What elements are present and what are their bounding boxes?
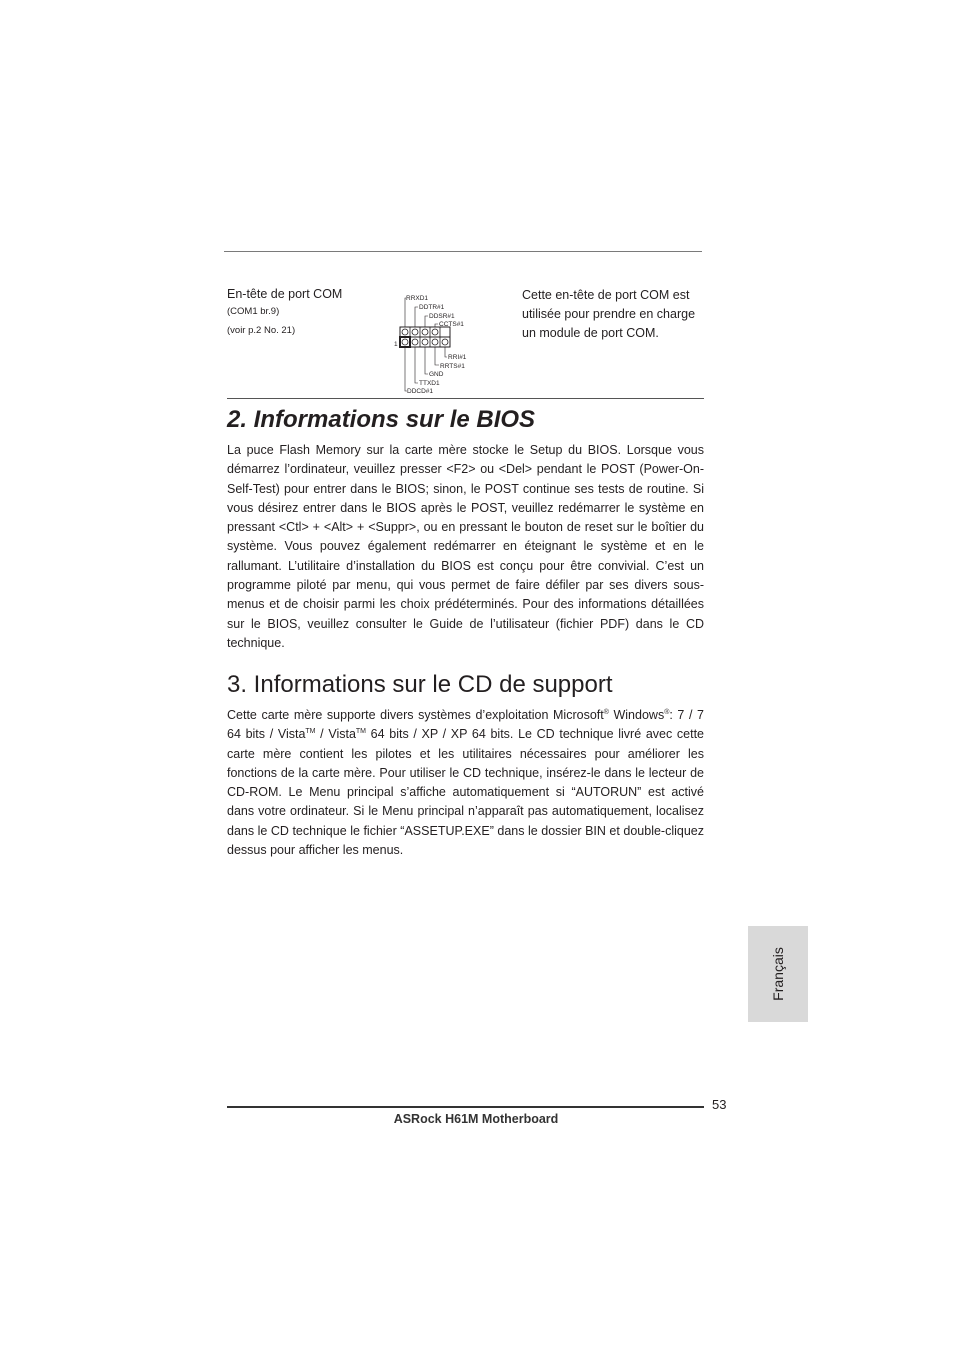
- registered-mark: ®: [664, 708, 670, 716]
- pin-label-ccts1: CCTS#1: [439, 321, 464, 328]
- cd-section-body: [227, 706, 704, 860]
- trademark-mark: TM: [305, 728, 316, 736]
- trademark-mark: TM: [355, 728, 367, 736]
- bios-section-title: 2. Informations sur le BIOS: [227, 406, 536, 433]
- cd-section-title: 3. Informations sur le CD de support: [227, 671, 613, 698]
- pin: [402, 329, 408, 335]
- connector-pinout-svg: [394, 292, 474, 396]
- bios-section-body: La puce Flash Memory sur la carte mère stocke le Setup du BIOS. Lorsque vous démarrez l’ordinateur, veuillez presser <F2> ou <Del> pendant le POST (Power-On-Self-Test) pour entrer dans le BIOS; sinon, le POST continue ses tests de routine. Si vous désirez entrer dans le BIOS après le POST, veuillez redémarrer le système en pressant <Ctl> + <Alt> + <Suppr>, ou en pressant le bouton de reset sur le boîtier du système. Vous pouvez également redémarrer en éteignant le système et en le rallumant. L’utilitaire d’installation du BIOS est conçu pour être convivial. C’est un programme piloté par menu, qui vous permet de faire défiler par ses divers sous-menus et de choisir parmi les choix prédéterminés. Pour des informations détaillées sur le BIOS, veuillez consulter le Guide de l’utilisateur (fichier PDF) dans le CD technique.: [227, 443, 704, 650]
- language-tab: [748, 926, 808, 1022]
- cd-body-text: / Vista: [315, 727, 356, 742]
- pin-label-one: 1: [394, 341, 398, 348]
- pin: [432, 339, 438, 345]
- com-desc-line: Cette en-tête de port COM est: [522, 288, 690, 302]
- pin-label-ddtr1: DDTR#1: [419, 304, 445, 311]
- pin-label-rrts1: RRTS#1: [440, 363, 465, 370]
- pin: [422, 329, 428, 335]
- pin: [402, 339, 408, 345]
- pin-label-rrxd1: RRXD1: [406, 295, 429, 302]
- page-number: 53: [712, 1097, 727, 1112]
- top-rule: [224, 251, 702, 252]
- footer-rule: [227, 1106, 704, 1108]
- pin-label-gnd: GND: [429, 371, 444, 378]
- pin-row-top: [400, 327, 450, 337]
- com-desc-line: utilisée pour prendre en charge: [522, 307, 696, 321]
- cd-body-text: : 7 / 7 64 bits / Vista: [227, 708, 704, 742]
- footer-product-name: ASRock H61M Motherboard: [393, 1112, 559, 1126]
- registered-mark: ®: [603, 708, 609, 716]
- section-divider: [227, 398, 704, 399]
- com-desc-line: un module de port COM.: [522, 326, 659, 340]
- com-header-page-ref: (voir p.2 No. 21): [227, 325, 296, 336]
- language-tab-label: Français: [770, 947, 786, 1001]
- com-connector-diagram: [394, 292, 474, 396]
- pin-label-ttxd1: TTXD1: [419, 380, 440, 387]
- pin-row-bottom: [400, 337, 450, 347]
- pin-1-marker: [400, 337, 410, 347]
- pin-label-rri1: RRI#1: [448, 354, 467, 361]
- pin: [412, 339, 418, 345]
- pin: [442, 339, 448, 345]
- com-header-ref: (COM1 br.9): [227, 306, 280, 317]
- cd-body-text: Cette carte mère supporte divers systèmes d’exploitation Microsoft: [227, 708, 604, 722]
- cd-body-text: Windows: [608, 708, 665, 722]
- com-header-description: [522, 286, 707, 343]
- pin-label-ddcd1: DDCD#1: [407, 388, 434, 395]
- com-header-title: En-tête de port COM: [227, 287, 343, 301]
- com-header-caption: [227, 286, 387, 340]
- com-header-section: [227, 286, 704, 396]
- pin: [422, 339, 428, 345]
- pin-label-ddsr1: DDSR#1: [429, 313, 455, 320]
- cd-body-text: 64 bits / XP / XP 64 bits. Le CD technique livré avec cette carte mère contient les pilotes et les utilitaires nécessaires pour améliorer les fonctions de la carte mère. Pour utiliser le CD technique, insérez-le dans le lecteur de CD-ROM. Le Menu principal s’affiche automatiquement si “AUTORUN” est activé dans votre ordinateur. Si le Menu principal n’apparaît pas automatiquement, localisez dans le CD technique le fichier “ASSETUP.EXE” dans le dossier BIN et double-cliquez dessus pour afficher les menus.: [227, 727, 705, 858]
- pin: [412, 329, 418, 335]
- pin: [432, 329, 438, 335]
